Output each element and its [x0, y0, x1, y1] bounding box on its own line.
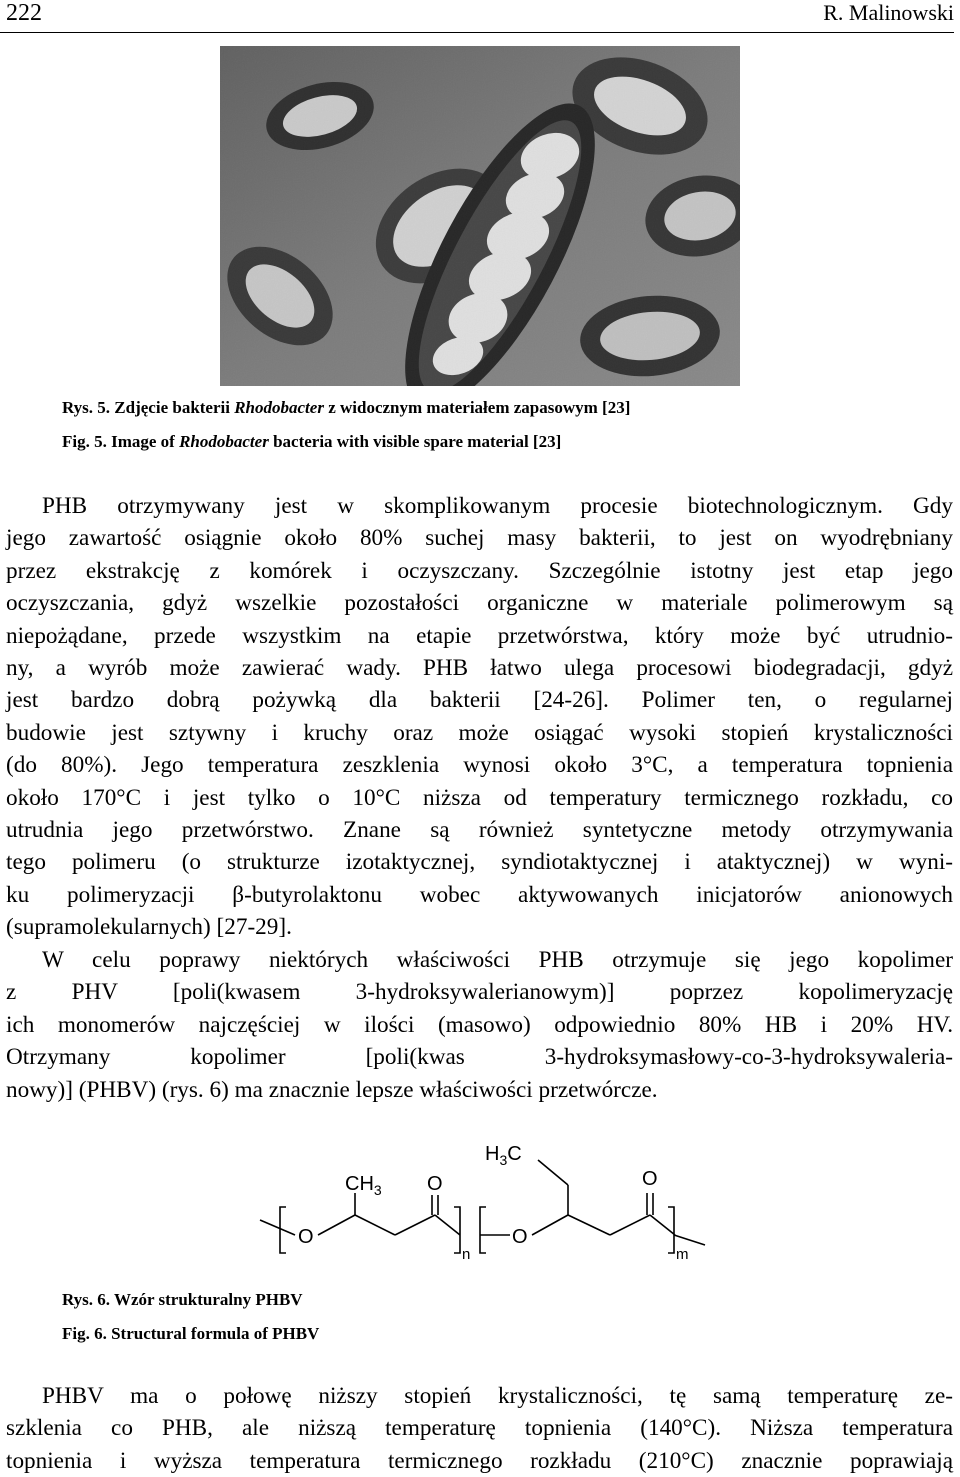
figure5-caption-en: Fig. 5. Image of Rhodobacter bacteria with visible spare material [23]: [62, 432, 562, 451]
text-line: PHB otrzymywany jest w skomplikowanym procesie biotechnologicznym. Gdy: [42, 493, 953, 519]
text-line: ich monomerów najczęściej w ilości (masowo) odpowiednio 80% HB i 20% HV.: [6, 1011, 953, 1038]
text-line: przez ekstrakcję z komórek i oczyszczany. Szczególnie istotny jest etap jego: [6, 557, 953, 584]
text-line: z PHV [poli(kwasem 3-hydroksywalerianowym)] poprzez kopolimeryzację: [6, 979, 953, 1006]
subscript-n: n: [462, 1246, 471, 1263]
figure6-caption-pl: Rys. 6. Wzór strukturalny PHBV: [62, 1290, 303, 1309]
text-line: (do 80%). Jego temperatura zeszklenia wynosi około 3°C, a temperatura topnienia: [6, 752, 953, 779]
text-line: PHBV ma o połowę niższy stopień krystaliczności, tę samą temperaturę ze-: [42, 1383, 953, 1409]
methyl-group-1: $CH_3$: [345, 1173, 382, 1198]
figure5-caption-pl: Rys. 5. Zdjęcie bakterii Rhodobacter z widocznym materiałem zapasowym [23]: [62, 398, 631, 417]
phbv-structural-formula: [250, 1135, 710, 1275]
oxygen-atom-1: O: [298, 1226, 314, 1248]
text-line: (supramolekularnych) [27-29].: [6, 914, 292, 941]
paragraph-phb: [6, 490, 953, 943]
methyl-group-2: $H_3C$: [485, 1143, 522, 1168]
figure6-caption-en: Fig. 6. Structural formula of PHBV: [62, 1324, 320, 1343]
text-line: tego polimeru (o strukturze izotaktycznej, syndiotaktycznej i ataktycznej) w wyni-: [6, 849, 953, 876]
oxygen-atom-2: O: [512, 1226, 528, 1248]
text-line: W celu poprawy niektórych właściwości PHB otrzymuje się jego kopolimer: [42, 947, 953, 973]
carbonyl-oxygen-1: O: [427, 1173, 443, 1195]
text-line: ku polimeryzacji β-butyrolaktonu wobec aktywowanych inicjatorów anionowych: [6, 881, 953, 908]
bacteria-micrograph: [220, 46, 740, 386]
subscript-m: m: [676, 1246, 689, 1263]
text-line: szklenia co PHB, ale niższą temperaturę topnienia (140°C). Niższa temperatura: [6, 1415, 953, 1442]
page-number: 222: [6, 0, 42, 26]
header-rule: [0, 32, 954, 33]
text-line: Otrzymany kopolimer [poli(kwas 3-hydroksymasłowy-co-3-hydroksywaleria-: [6, 1044, 953, 1071]
text-line: około 170°C i jest tylko o 10°C niższa od temperatury termicznego rozkładu, co: [6, 784, 953, 811]
text-line: niepożądane, przede wszystkim na etapie przetwórstwa, który może być utrudnio-: [6, 622, 953, 649]
text-line: nowy)] (PHBV) (rys. 6) ma znacznie lepsze właściwości przetwórcze.: [6, 1076, 658, 1103]
text-line: topnienia i wyższa temperatura termicznego rozkładu (210°C) znacznie poprawiają: [6, 1447, 953, 1474]
paragraph-phbv: [6, 944, 953, 1106]
text-line: jest bardzo dobrą pożywką dla bakterii [24-26]. Polimer ten, o regularnej: [6, 687, 953, 714]
carbonyl-oxygen-2: O: [642, 1168, 658, 1190]
text-line: oczyszczania, gdyż wszelkie pozostałości organiczne w materiale polimerowym są: [6, 590, 953, 617]
text-line: ny, a wyrób może zawierać wady. PHB łatwo ulega procesowi biodegradacji, gdyż: [6, 654, 953, 681]
text-line: jego zawartość osiągnie około 80% suchej masy bakterii, to jest on wyodrębniany: [6, 525, 953, 552]
page-header: [6, 0, 954, 30]
running-author: R. Malinowski: [823, 0, 954, 25]
text-line: budowie jest sztywny i kruchy oraz może osiągać wysoki stopień krystaliczności: [6, 719, 953, 746]
text-line: utrudnia jego przetwórstwo. Znane są również syntetyczne metody otrzymywania: [6, 816, 953, 843]
paragraph-phbv-properties: [6, 1380, 953, 1477]
